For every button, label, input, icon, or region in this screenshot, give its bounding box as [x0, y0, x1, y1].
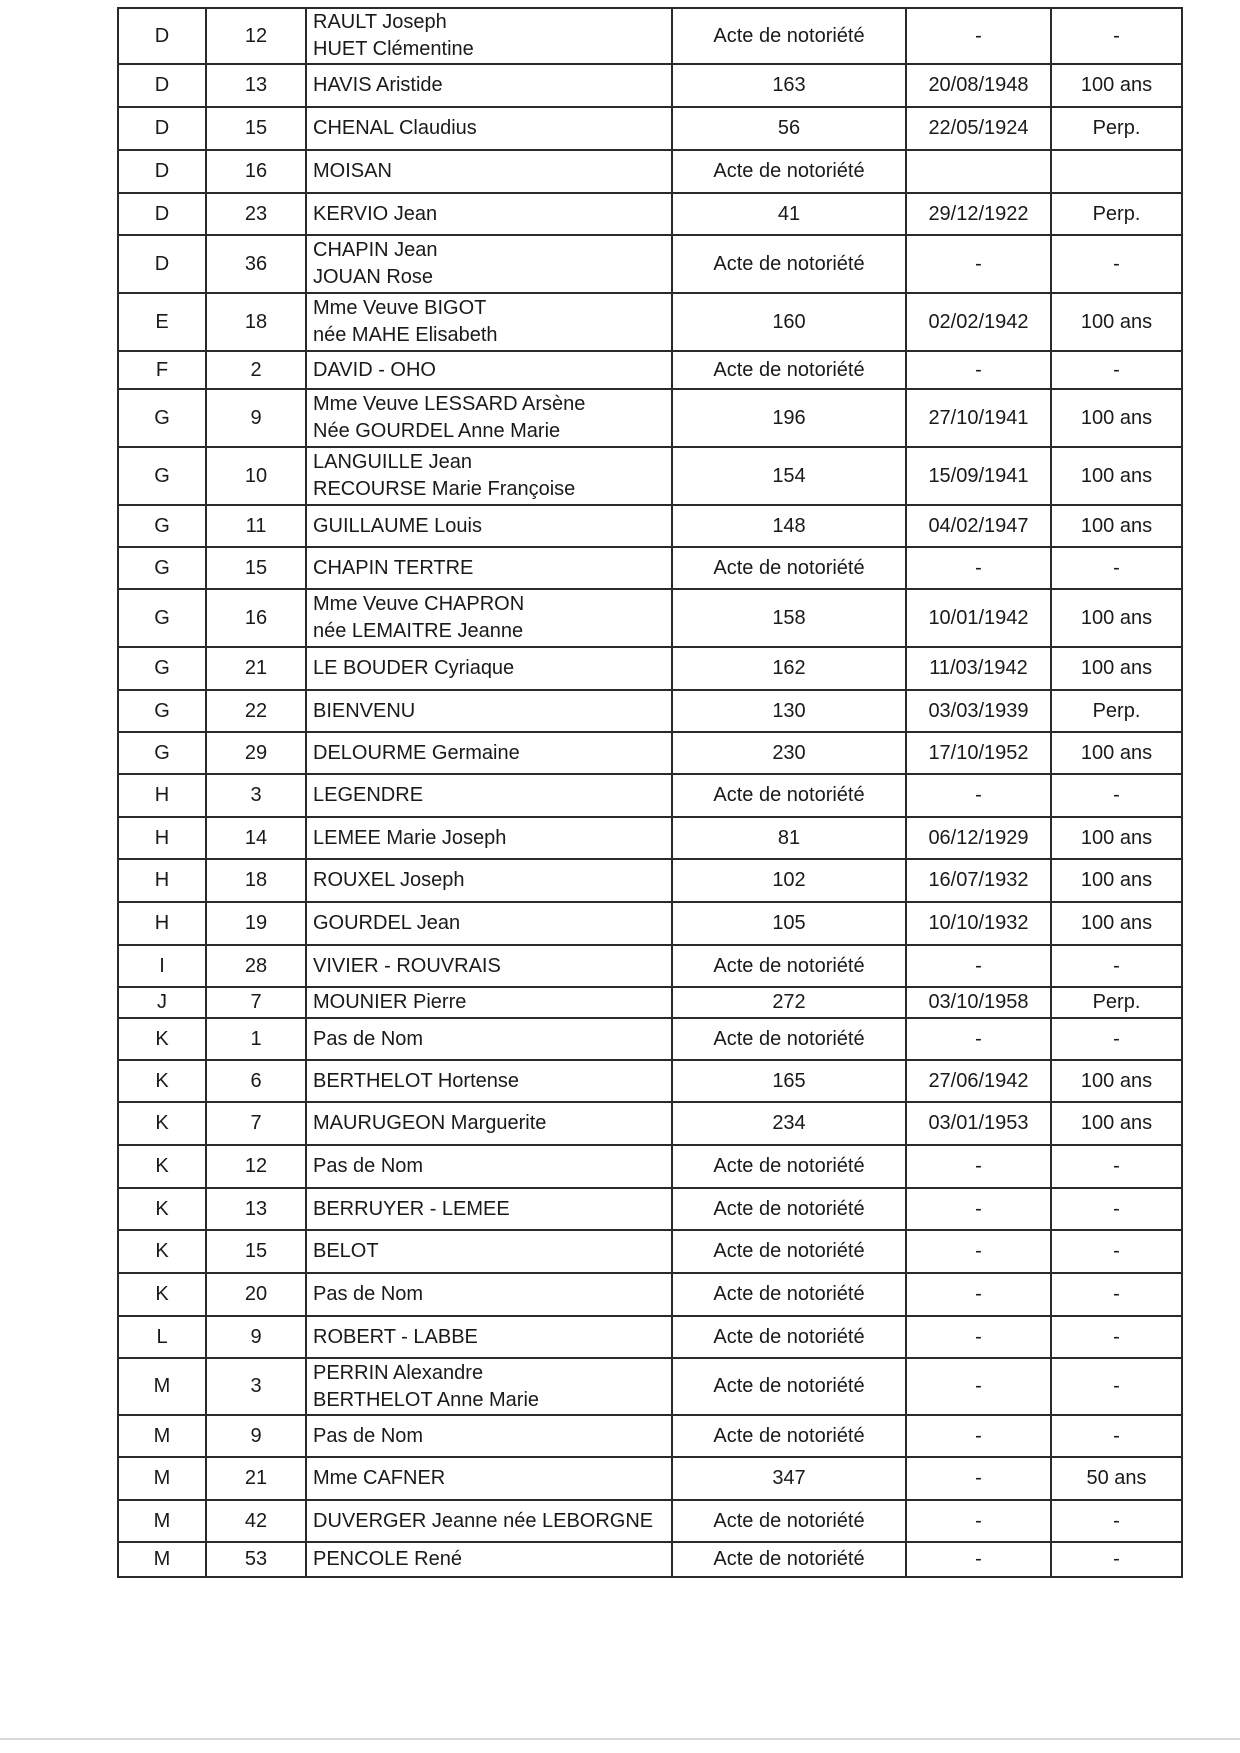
table-row	[118, 547, 1182, 589]
plot-number-cell: 28	[206, 945, 306, 987]
holder-name-line: DAVID - OHO	[313, 358, 436, 381]
plot-number-cell: 42	[206, 1500, 306, 1542]
holder-name-cell	[306, 1316, 672, 1358]
section-cell: G	[118, 690, 206, 732]
section-cell: D	[118, 8, 206, 64]
duration-cell: -	[1051, 1500, 1182, 1542]
date-cell: 03/10/1958	[906, 987, 1051, 1018]
date-cell: -	[906, 547, 1051, 589]
table-row	[118, 389, 1182, 447]
section-cell: M	[118, 1415, 206, 1457]
holder-name-line: Mme Veuve LESSARD Arsène	[313, 393, 586, 415]
plot-number-cell: 13	[206, 64, 306, 107]
duration-cell: -	[1051, 1316, 1182, 1358]
section-cell: M	[118, 1358, 206, 1415]
table-row	[118, 1145, 1182, 1188]
date-cell: -	[906, 1316, 1051, 1358]
date-cell: 02/02/1942	[906, 293, 1051, 351]
section-cell: E	[118, 293, 206, 351]
holder-name-cell	[306, 1500, 672, 1542]
date-cell: 27/10/1941	[906, 389, 1051, 447]
section-cell: D	[118, 193, 206, 235]
holder-name-line: MOISAN	[313, 160, 392, 182]
holder-name-line: BIENVENU	[313, 699, 416, 722]
holder-name-line: BERTHELOT Hortense	[313, 1069, 520, 1092]
table-row	[118, 1188, 1182, 1230]
duration-cell: -	[1051, 1273, 1182, 1316]
duration-cell: -	[1051, 351, 1182, 389]
holder-name-line: GUILLAUME Louis	[313, 514, 482, 537]
concession-number-cell: 41	[672, 193, 906, 235]
date-cell: 17/10/1952	[906, 732, 1051, 774]
holder-name-line: CHENAL Claudius	[313, 117, 477, 139]
holder-name-line: RAULT Joseph	[313, 11, 447, 33]
section-cell: H	[118, 902, 206, 945]
date-cell: -	[906, 1273, 1051, 1316]
duration-cell: -	[1051, 547, 1182, 589]
section-cell: G	[118, 447, 206, 505]
holder-name-cell	[306, 987, 672, 1018]
section-cell: G	[118, 389, 206, 447]
table-row	[118, 817, 1182, 859]
duration-cell: Perp.	[1051, 690, 1182, 732]
duration-cell: -	[1051, 1018, 1182, 1060]
plot-number-cell: 13	[206, 1188, 306, 1230]
concession-number-cell: Acte de notoriété	[672, 945, 906, 987]
plot-number-cell: 16	[206, 589, 306, 647]
date-cell: 06/12/1929	[906, 817, 1051, 859]
holder-name-cell	[306, 293, 672, 351]
table-row	[118, 945, 1182, 987]
date-cell: -	[906, 1018, 1051, 1060]
duration-cell: -	[1051, 1542, 1182, 1577]
table-row	[118, 647, 1182, 690]
table-row	[118, 1500, 1182, 1542]
holder-name-line: LEGENDRE	[313, 784, 424, 806]
holder-name-line: Pas de Nom	[313, 1424, 424, 1447]
section-cell: G	[118, 547, 206, 589]
concession-number-cell: Acte de notoriété	[672, 1188, 906, 1230]
concession-number-cell: 160	[672, 293, 906, 351]
holder-name-cell	[306, 1273, 672, 1316]
section-cell: G	[118, 589, 206, 647]
plot-number-cell: 3	[206, 774, 306, 817]
plot-number-cell: 14	[206, 817, 306, 859]
concession-number-cell: Acte de notoriété	[672, 547, 906, 589]
concession-number-cell: 163	[672, 64, 906, 107]
holder-name-cell	[306, 447, 672, 505]
section-cell: I	[118, 945, 206, 987]
page-edge	[0, 1738, 1240, 1740]
section-cell: K	[118, 1018, 206, 1060]
holder-name-line: Pas de Nom	[313, 1027, 424, 1050]
section-cell: M	[118, 1542, 206, 1577]
holder-name-line: CHAPIN TERTRE	[313, 556, 474, 579]
concession-number-cell: Acte de notoriété	[672, 1415, 906, 1457]
date-cell: -	[906, 1457, 1051, 1500]
table-row	[118, 1060, 1182, 1102]
section-cell: F	[118, 351, 206, 389]
plot-number-cell: 22	[206, 690, 306, 732]
holder-name-line: CHAPIN Jean	[313, 239, 438, 261]
duration-cell	[1051, 150, 1182, 193]
plot-number-cell: 19	[206, 902, 306, 945]
table-row	[118, 107, 1182, 150]
table-row	[118, 987, 1182, 1018]
duration-cell: -	[1051, 945, 1182, 987]
date-cell: 15/09/1941	[906, 447, 1051, 505]
duration-cell: 100 ans	[1051, 505, 1182, 547]
holder-name-line: MOUNIER Pierre	[313, 991, 467, 1013]
plot-number-cell: 12	[206, 1145, 306, 1188]
section-cell: G	[118, 647, 206, 690]
plot-number-cell: 36	[206, 235, 306, 293]
concession-number-cell: Acte de notoriété	[672, 1500, 906, 1542]
table-row	[118, 732, 1182, 774]
holder-name-cell	[306, 1415, 672, 1457]
date-cell: 03/03/1939	[906, 690, 1051, 732]
table-row	[118, 1273, 1182, 1316]
plot-number-cell: 1	[206, 1018, 306, 1060]
concession-number-cell: 162	[672, 647, 906, 690]
duration-cell: 100 ans	[1051, 447, 1182, 505]
section-cell: D	[118, 64, 206, 107]
duration-cell: 100 ans	[1051, 64, 1182, 107]
holder-name-line: GOURDEL Jean	[313, 912, 461, 934]
concession-number-cell: 230	[672, 732, 906, 774]
date-cell	[906, 150, 1051, 193]
table-row	[118, 1542, 1182, 1577]
holder-name-cell	[306, 64, 672, 107]
date-cell: 03/01/1953	[906, 1102, 1051, 1145]
section-cell: K	[118, 1273, 206, 1316]
date-cell: 16/07/1932	[906, 859, 1051, 902]
holder-name-line: PENCOLE René	[313, 1548, 462, 1570]
plot-number-cell: 9	[206, 389, 306, 447]
date-cell: 20/08/1948	[906, 64, 1051, 107]
duration-cell: -	[1051, 8, 1182, 64]
holder-name-cell	[306, 1457, 672, 1500]
concession-number-cell: Acte de notoriété	[672, 1358, 906, 1415]
plot-number-cell: 11	[206, 505, 306, 547]
holder-name-line: VIVIER - ROUVRAIS	[313, 954, 501, 977]
holder-name-line: Pas de Nom	[313, 1155, 424, 1177]
holder-name-cell	[306, 389, 672, 447]
duration-cell: -	[1051, 1358, 1182, 1415]
date-cell: -	[906, 1230, 1051, 1273]
section-cell: G	[118, 505, 206, 547]
holder-name-line: Pas de Nom	[313, 1283, 424, 1305]
concession-number-cell: Acte de notoriété	[672, 774, 906, 817]
holder-name-cell	[306, 351, 672, 389]
holder-name-cell	[306, 647, 672, 690]
concession-number-cell: 158	[672, 589, 906, 647]
duration-cell: 100 ans	[1051, 817, 1182, 859]
holder-name-line: MAURUGEON Marguerite	[313, 1112, 547, 1134]
holder-name-line: BELOT	[313, 1240, 379, 1262]
concession-number-cell: 347	[672, 1457, 906, 1500]
concession-number-cell: Acte de notoriété	[672, 1316, 906, 1358]
table-row	[118, 150, 1182, 193]
table-row	[118, 1358, 1182, 1415]
plot-number-cell: 15	[206, 547, 306, 589]
table-row	[118, 690, 1182, 732]
holder-name-line: KERVIO Jean	[313, 202, 438, 225]
holder-name-cell	[306, 1102, 672, 1145]
concession-number-cell: 196	[672, 389, 906, 447]
holder-name-cell	[306, 690, 672, 732]
section-cell: L	[118, 1316, 206, 1358]
concession-number-cell: Acte de notoriété	[672, 8, 906, 64]
holder-name-line: HUET Clémentine	[313, 38, 474, 60]
table-row	[118, 447, 1182, 505]
table-row	[118, 235, 1182, 293]
holder-name-line: Mme CAFNER	[313, 1467, 446, 1489]
concession-number-cell: Acte de notoriété	[672, 1018, 906, 1060]
date-cell: -	[906, 235, 1051, 293]
table-row	[118, 351, 1182, 389]
duration-cell: -	[1051, 1145, 1182, 1188]
holder-name-line: DELOURME Germaine	[313, 741, 520, 764]
holder-name-cell	[306, 945, 672, 987]
plot-number-cell: 6	[206, 1060, 306, 1102]
table-row	[118, 64, 1182, 107]
holder-name-line: BERTHELOT Anne Marie	[313, 1388, 540, 1411]
section-cell: D	[118, 150, 206, 193]
plot-number-cell: 2	[206, 351, 306, 389]
duration-cell: 100 ans	[1051, 859, 1182, 902]
holder-name-cell	[306, 817, 672, 859]
holder-name-cell	[306, 8, 672, 64]
section-cell: G	[118, 732, 206, 774]
holder-name-line: ROUXEL Joseph	[313, 869, 465, 891]
concession-number-cell: 165	[672, 1060, 906, 1102]
holder-name-cell	[306, 235, 672, 293]
table-row	[118, 505, 1182, 547]
holder-name-cell	[306, 589, 672, 647]
holder-name-cell	[306, 859, 672, 902]
date-cell: 22/05/1924	[906, 107, 1051, 150]
plot-number-cell: 21	[206, 647, 306, 690]
holder-name-cell	[306, 107, 672, 150]
plot-number-cell: 23	[206, 193, 306, 235]
duration-cell: -	[1051, 1188, 1182, 1230]
date-cell: -	[906, 1542, 1051, 1577]
holder-name-line: Née GOURDEL Anne Marie	[313, 420, 561, 442]
concession-number-cell: 148	[672, 505, 906, 547]
section-cell: D	[118, 235, 206, 293]
concession-number-cell: 102	[672, 859, 906, 902]
concession-register-table	[117, 7, 1183, 1578]
concession-number-cell: 81	[672, 817, 906, 859]
holder-name-line: LANGUILLE Jean	[313, 451, 472, 473]
table-row	[118, 1230, 1182, 1273]
date-cell: -	[906, 351, 1051, 389]
concession-number-cell: Acte de notoriété	[672, 235, 906, 293]
date-cell: 27/06/1942	[906, 1060, 1051, 1102]
duration-cell: 100 ans	[1051, 389, 1182, 447]
holder-name-line: ROBERT - LABBE	[313, 1325, 478, 1348]
plot-number-cell: 9	[206, 1316, 306, 1358]
holder-name-line: BERRUYER - LEMEE	[313, 1197, 510, 1220]
concession-number-cell: 105	[672, 902, 906, 945]
holder-name-cell	[306, 774, 672, 817]
section-cell: J	[118, 987, 206, 1018]
date-cell: -	[906, 1188, 1051, 1230]
date-cell: -	[906, 1358, 1051, 1415]
duration-cell: -	[1051, 774, 1182, 817]
section-cell: D	[118, 107, 206, 150]
plot-number-cell: 29	[206, 732, 306, 774]
holder-name-cell	[306, 1018, 672, 1060]
duration-cell: -	[1051, 235, 1182, 293]
section-cell: M	[118, 1500, 206, 1542]
plot-number-cell: 15	[206, 107, 306, 150]
holder-name-line: PERRIN Alexandre	[313, 1361, 484, 1384]
holder-name-cell	[306, 193, 672, 235]
holder-name-cell	[306, 1188, 672, 1230]
duration-cell: -	[1051, 1415, 1182, 1457]
holder-name-cell	[306, 1060, 672, 1102]
concession-number-cell: 130	[672, 690, 906, 732]
plot-number-cell: 53	[206, 1542, 306, 1577]
holder-name-cell	[306, 547, 672, 589]
section-cell: H	[118, 817, 206, 859]
duration-cell: 100 ans	[1051, 647, 1182, 690]
date-cell: 10/10/1932	[906, 902, 1051, 945]
duration-cell: 50 ans	[1051, 1457, 1182, 1500]
table-row	[118, 774, 1182, 817]
date-cell: 29/12/1922	[906, 193, 1051, 235]
plot-number-cell: 12	[206, 8, 306, 64]
holder-name-line: Mme Veuve BIGOT	[313, 297, 487, 319]
section-cell: K	[118, 1188, 206, 1230]
concession-number-cell: 154	[672, 447, 906, 505]
holder-name-cell	[306, 505, 672, 547]
holder-name-line: LE BOUDER Cyriaque	[313, 657, 515, 679]
table-row	[118, 1018, 1182, 1060]
table-row	[118, 293, 1182, 351]
date-cell: -	[906, 8, 1051, 64]
duration-cell: 100 ans	[1051, 902, 1182, 945]
date-cell: -	[906, 945, 1051, 987]
table-row	[118, 193, 1182, 235]
section-cell: K	[118, 1230, 206, 1273]
holder-name-cell	[306, 1230, 672, 1273]
duration-cell: 100 ans	[1051, 589, 1182, 647]
plot-number-cell: 21	[206, 1457, 306, 1500]
holder-name-line: HAVIS Aristide	[313, 74, 443, 96]
holder-name-cell	[306, 732, 672, 774]
concession-number-cell: 234	[672, 1102, 906, 1145]
duration-cell: -	[1051, 1230, 1182, 1273]
duration-cell: 100 ans	[1051, 732, 1182, 774]
date-cell: -	[906, 1415, 1051, 1457]
table-row	[118, 1316, 1182, 1358]
holder-name-line: née LEMAITRE Jeanne	[313, 620, 524, 642]
register-body	[118, 8, 1182, 1577]
holder-name-line: Mme Veuve CHAPRON	[313, 593, 525, 615]
section-cell: M	[118, 1457, 206, 1500]
duration-cell: 100 ans	[1051, 293, 1182, 351]
date-cell: -	[906, 1145, 1051, 1188]
holder-name-cell	[306, 1358, 672, 1415]
table-row	[118, 589, 1182, 647]
plot-number-cell: 18	[206, 293, 306, 351]
plot-number-cell: 7	[206, 1102, 306, 1145]
holder-name-cell	[306, 1145, 672, 1188]
plot-number-cell: 18	[206, 859, 306, 902]
table-row	[118, 1102, 1182, 1145]
concession-number-cell: Acte de notoriété	[672, 1273, 906, 1316]
concession-number-cell: Acte de notoriété	[672, 351, 906, 389]
date-cell: -	[906, 1500, 1051, 1542]
holder-name-line: née MAHE Elisabeth	[313, 324, 498, 346]
date-cell: 04/02/1947	[906, 505, 1051, 547]
concession-number-cell: Acte de notoriété	[672, 1145, 906, 1188]
section-cell: K	[118, 1060, 206, 1102]
date-cell: 11/03/1942	[906, 647, 1051, 690]
duration-cell: 100 ans	[1051, 1060, 1182, 1102]
holder-name-line: JOUAN Rose	[313, 266, 434, 288]
concession-number-cell: Acte de notoriété	[672, 1230, 906, 1273]
duration-cell: Perp.	[1051, 193, 1182, 235]
plot-number-cell: 10	[206, 447, 306, 505]
duration-cell: 100 ans	[1051, 1102, 1182, 1145]
duration-cell: Perp.	[1051, 107, 1182, 150]
holder-name-cell	[306, 902, 672, 945]
section-cell: K	[118, 1145, 206, 1188]
plot-number-cell: 20	[206, 1273, 306, 1316]
section-cell: H	[118, 859, 206, 902]
holder-name-line: DUVERGER Jeanne née LEBORGNE	[313, 1509, 654, 1532]
section-cell: H	[118, 774, 206, 817]
plot-number-cell: 3	[206, 1358, 306, 1415]
plot-number-cell: 7	[206, 987, 306, 1018]
holder-name-line: LEMEE Marie Joseph	[313, 826, 507, 849]
plot-number-cell: 15	[206, 1230, 306, 1273]
holder-name-cell	[306, 150, 672, 193]
plot-number-cell: 16	[206, 150, 306, 193]
concession-number-cell: 56	[672, 107, 906, 150]
table-row	[118, 8, 1182, 64]
concession-number-cell: Acte de notoriété	[672, 1542, 906, 1577]
concession-number-cell: 272	[672, 987, 906, 1018]
plot-number-cell: 9	[206, 1415, 306, 1457]
holder-name-cell	[306, 1542, 672, 1577]
table-row	[118, 1457, 1182, 1500]
duration-cell: Perp.	[1051, 987, 1182, 1018]
table-row	[118, 1415, 1182, 1457]
concession-number-cell: Acte de notoriété	[672, 150, 906, 193]
table-row	[118, 902, 1182, 945]
table-row	[118, 859, 1182, 902]
section-cell: K	[118, 1102, 206, 1145]
date-cell: -	[906, 774, 1051, 817]
holder-name-line: RECOURSE Marie Françoise	[313, 478, 576, 500]
date-cell: 10/01/1942	[906, 589, 1051, 647]
